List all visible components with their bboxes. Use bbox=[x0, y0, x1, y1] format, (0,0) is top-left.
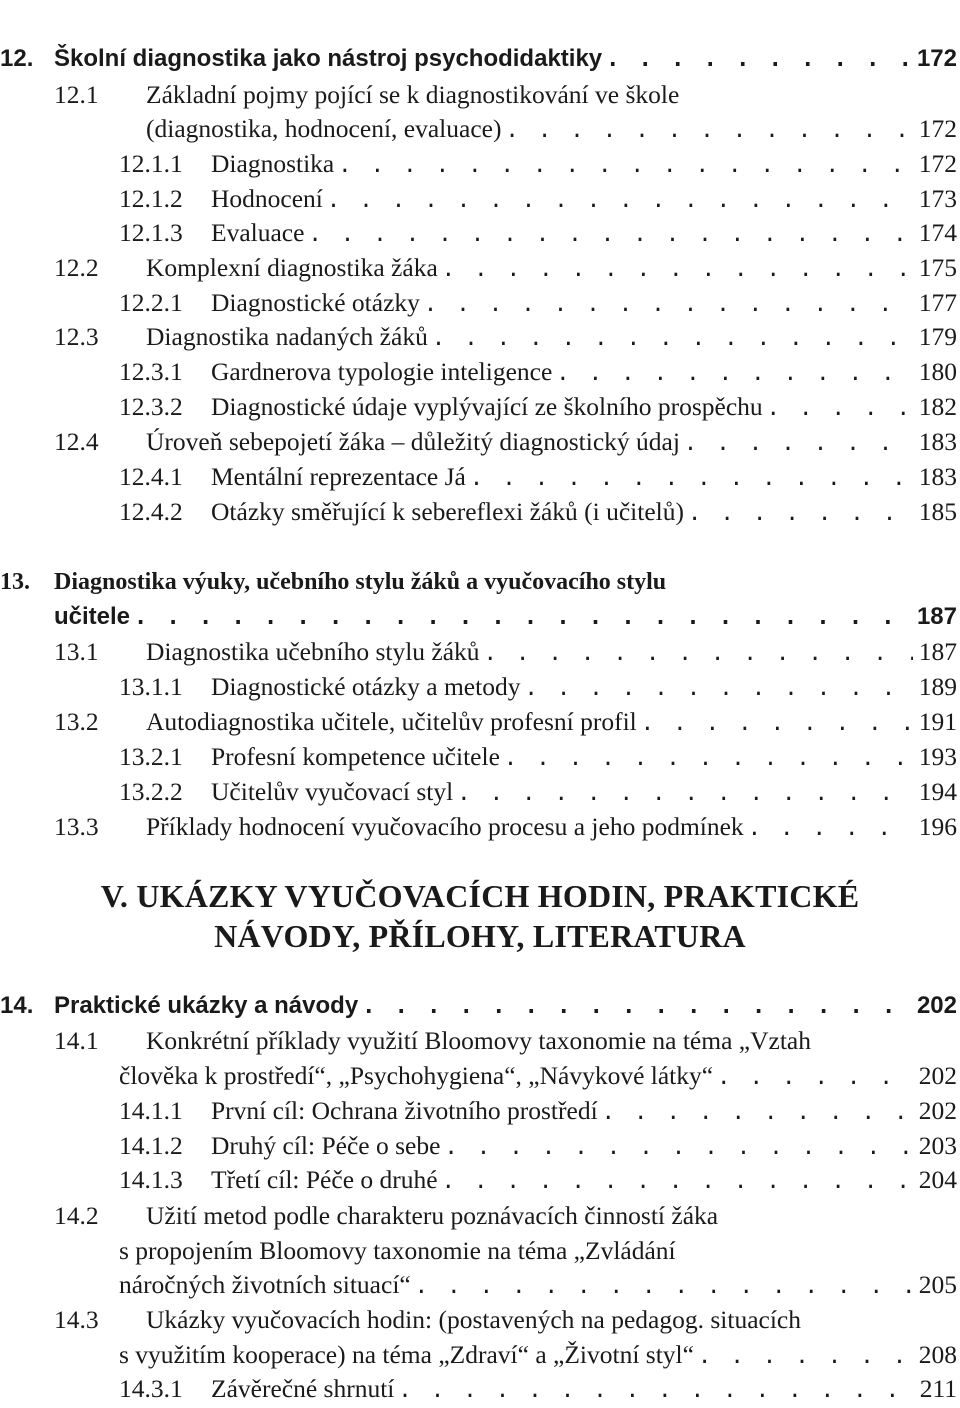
section-title: Příklady hodnocení vyučovacího procesu a jeho podmínek bbox=[146, 812, 744, 841]
chapter-number: 13. bbox=[0, 569, 30, 595]
chapter-title: Diagnostika výuky, učebního stylu žáků a vyučovacího stylu bbox=[54, 569, 667, 595]
section-title: Evaluace bbox=[211, 218, 305, 247]
section-title: Konkrétní příklady využití Bloomovy taxonomie na téma „Vztah bbox=[146, 1026, 811, 1055]
section-title: Autodiagnostika učitele, učitelův profesní profil bbox=[146, 707, 637, 736]
dot-leader bbox=[767, 392, 913, 426]
page-number: 211 bbox=[919, 1374, 957, 1403]
section-number: 12.1 bbox=[54, 80, 99, 109]
page-number: 202 bbox=[916, 992, 957, 1019]
section-title: Závěrečné shrnutí bbox=[211, 1374, 395, 1403]
dot-leader bbox=[606, 43, 911, 77]
page-number: 191 bbox=[918, 707, 957, 736]
section-title: Diagnostické údaje vyplývající ze školního prospěchu bbox=[211, 392, 763, 421]
toc-entry-14-1-3[interactable] bbox=[0, 1163, 957, 1197]
section-number: 12.3 bbox=[54, 322, 99, 351]
section-number: 12.1.1 bbox=[119, 149, 183, 178]
toc-entry-14-1[interactable] bbox=[0, 1059, 957, 1093]
section-title-cont: s propojením Bloomovy taxonomie na téma „Zvládání bbox=[119, 1236, 676, 1265]
dot-leader bbox=[432, 322, 913, 356]
toc-entry-12-1-line1[interactable] bbox=[54, 78, 679, 112]
dot-leader bbox=[470, 462, 913, 496]
section-number: 14.2 bbox=[54, 1201, 99, 1230]
toc-entry-13-1-1[interactable] bbox=[0, 670, 957, 704]
page-number: 175 bbox=[918, 253, 957, 282]
page-number: 173 bbox=[918, 184, 957, 213]
page-number: 183 bbox=[918, 462, 957, 491]
page-number: 172 bbox=[918, 149, 957, 178]
dot-leader bbox=[698, 1340, 913, 1374]
page-number: 189 bbox=[918, 672, 957, 701]
dot-leader bbox=[457, 777, 913, 811]
toc-entry-12-1-1[interactable] bbox=[0, 147, 957, 181]
section-number: 14.1 bbox=[54, 1026, 99, 1055]
toc-entry-13-1[interactable] bbox=[0, 635, 957, 669]
section-title: Profesní kompetence učitele bbox=[211, 742, 500, 771]
section-number: 12.4.2 bbox=[119, 497, 183, 526]
section-title: Komplexní diagnostika žáka bbox=[146, 253, 438, 282]
chapter-title: Praktické ukázky a návody bbox=[54, 992, 359, 1019]
page-number: 183 bbox=[918, 427, 957, 456]
toc-entry-12-3[interactable] bbox=[0, 320, 957, 354]
section-title-cont: (diagnostika, hodnocení, evaluace) bbox=[146, 114, 502, 143]
toc-entry-12-2-1[interactable] bbox=[0, 286, 957, 320]
section-title-cont: s využitím kooperace) na téma „Zdraví“ a „Životní styl“ bbox=[119, 1340, 694, 1369]
section-title: Základní pojmy pojící se k diagnostikování ve škole bbox=[146, 80, 680, 109]
toc-entry-12-4-2[interactable] bbox=[0, 495, 957, 529]
dot-leader bbox=[556, 357, 912, 391]
page-number: 193 bbox=[918, 742, 957, 771]
section-number: 13.3 bbox=[54, 812, 99, 841]
section-title: Ukázky vyučovacích hodin: (postavených na pedagog. situacích bbox=[146, 1305, 801, 1334]
dot-leader bbox=[641, 707, 913, 741]
dot-leader bbox=[362, 990, 911, 1024]
section-title-cont: náročných životních situací“ bbox=[119, 1270, 411, 1299]
toc-entry-14-3[interactable] bbox=[0, 1338, 957, 1372]
section-title: Diagnostické otázky bbox=[211, 288, 420, 317]
toc-entry-12-4-1[interactable] bbox=[0, 460, 957, 494]
section-title: První cíl: Ochrana životního prostředí bbox=[211, 1096, 598, 1125]
dot-leader bbox=[444, 1131, 912, 1165]
section-number: 14.3.1 bbox=[119, 1374, 183, 1403]
page-number: 194 bbox=[918, 777, 957, 806]
chapter-title: Školní diagnostika jako nástroj psychodidaktiky bbox=[54, 45, 603, 72]
toc-entry-12-1-2[interactable] bbox=[0, 182, 957, 216]
section-number: 13.2.2 bbox=[119, 777, 183, 806]
dot-leader bbox=[424, 288, 913, 322]
toc-chapter-13[interactable] bbox=[0, 600, 957, 634]
section-number: 12.4 bbox=[54, 427, 99, 456]
toc-entry-13-2-1[interactable] bbox=[0, 740, 957, 774]
dot-leader bbox=[415, 1270, 913, 1304]
dot-leader bbox=[524, 672, 912, 706]
page-number: 187 bbox=[916, 603, 957, 630]
dot-leader bbox=[484, 637, 913, 671]
section-number: 14.3 bbox=[54, 1305, 99, 1334]
page-number: 196 bbox=[918, 812, 957, 841]
dot-leader bbox=[748, 812, 913, 846]
toc-chapter-13-line1[interactable] bbox=[0, 565, 666, 599]
section-number: 13.2 bbox=[54, 707, 99, 736]
dot-leader bbox=[684, 427, 913, 461]
toc-entry-12-1-3[interactable] bbox=[0, 216, 957, 250]
toc-chapter-12[interactable] bbox=[0, 42, 957, 76]
section-number: 12.4.1 bbox=[119, 462, 183, 491]
section-title: Učitelův vyučovací styl bbox=[211, 777, 454, 806]
page-number: 172 bbox=[918, 114, 957, 143]
toc-entry-14-1-1[interactable] bbox=[0, 1094, 957, 1128]
toc-entry-12-1[interactable] bbox=[0, 112, 957, 146]
dot-leader bbox=[338, 149, 913, 183]
page-number: 204 bbox=[918, 1165, 957, 1194]
section-number: 14.1.3 bbox=[119, 1165, 183, 1194]
section-title: Gardnerova typologie inteligence bbox=[211, 357, 553, 386]
section-title-cont: člověka k prostředí“, „Psychohygiena“, „Návykové látky“ bbox=[119, 1061, 714, 1090]
toc-entry-13-2-2[interactable] bbox=[0, 775, 957, 809]
dot-leader bbox=[308, 218, 912, 252]
section-number: 12.1.3 bbox=[119, 218, 183, 247]
section-number: 12.3.2 bbox=[119, 392, 183, 421]
page-number: 208 bbox=[918, 1340, 957, 1369]
section-title: Druhý cíl: Péče o sebe bbox=[211, 1131, 441, 1160]
page-number: 180 bbox=[918, 357, 957, 386]
section-title: Užití metod podle charakteru poznávacích činností žáka bbox=[146, 1201, 719, 1230]
page-number: 177 bbox=[918, 288, 957, 317]
dot-leader bbox=[602, 1096, 913, 1130]
toc-entry-14-3-1[interactable] bbox=[0, 1372, 957, 1406]
section-number: 12.1.2 bbox=[119, 184, 183, 213]
section-title: Mentální reprezentace Já bbox=[211, 462, 466, 491]
dot-leader bbox=[717, 1061, 913, 1095]
dot-leader bbox=[134, 601, 911, 635]
section-number: 12.2.1 bbox=[119, 288, 183, 317]
toc-entry-14-3-line1[interactable] bbox=[54, 1303, 801, 1337]
page-number: 182 bbox=[918, 392, 957, 421]
toc-entry-14-1-2[interactable] bbox=[0, 1129, 957, 1163]
toc-entry-13-3[interactable] bbox=[0, 810, 957, 844]
page-number: 187 bbox=[918, 637, 957, 666]
dot-leader bbox=[688, 497, 913, 531]
section-title: Otázky směřující k sebereflexi žáků (i učitelů) bbox=[211, 497, 684, 526]
section-number: 12.3.1 bbox=[119, 357, 183, 386]
section-title: Diagnostické otázky a metody bbox=[211, 672, 521, 701]
section-title: Úroveň sebepojetí žáka – důležitý diagnostický údaj bbox=[146, 427, 680, 456]
toc-chapter-14[interactable] bbox=[0, 989, 957, 1023]
dot-leader bbox=[505, 114, 912, 148]
chapter-number: 14. bbox=[0, 992, 34, 1019]
toc-entry-13-2[interactable] bbox=[0, 705, 957, 739]
toc-entry-14-2[interactable] bbox=[0, 1268, 957, 1302]
dot-leader bbox=[398, 1374, 913, 1408]
section-number: 13.2.1 bbox=[119, 742, 183, 771]
page-number: 174 bbox=[918, 218, 957, 247]
toc-entry-12-3-1[interactable] bbox=[0, 355, 957, 389]
toc-entry-12-2[interactable] bbox=[0, 251, 957, 285]
section-title: Diagnostika nadaných žáků bbox=[146, 322, 428, 351]
toc-entry-12-4[interactable] bbox=[0, 425, 957, 459]
toc-entry-14-2-line1[interactable] bbox=[54, 1199, 718, 1233]
part-heading-line1: V. UKÁZKY VYUČOVACÍCH HODIN, PRAKTICKÉ bbox=[100, 878, 860, 914]
page-number: 202 bbox=[918, 1061, 957, 1090]
page-number: 203 bbox=[918, 1131, 957, 1160]
page-number: 179 bbox=[918, 322, 957, 351]
section-number: 14.1.1 bbox=[119, 1096, 183, 1125]
page-number: 185 bbox=[918, 497, 957, 526]
part-heading-line2: NÁVODY, PŘÍLOHY, LITERATURA bbox=[214, 918, 746, 954]
page-number: 172 bbox=[916, 45, 957, 72]
dot-leader bbox=[442, 1165, 913, 1199]
section-number: 14.1.2 bbox=[119, 1131, 183, 1160]
section-title: Hodnocení bbox=[211, 184, 323, 213]
toc-entry-12-3-2[interactable] bbox=[0, 390, 957, 424]
dot-leader bbox=[442, 253, 913, 287]
section-title: Diagnostika bbox=[211, 149, 335, 178]
dot-leader bbox=[327, 184, 913, 218]
chapter-number: 12. bbox=[0, 45, 34, 72]
section-number: 12.2 bbox=[54, 253, 99, 282]
dot-leader bbox=[504, 742, 913, 776]
section-title: Diagnostika učebního stylu žáků bbox=[146, 637, 480, 666]
section-number: 13.1.1 bbox=[119, 672, 183, 701]
page-number: 205 bbox=[918, 1270, 957, 1299]
page-number: 202 bbox=[918, 1096, 957, 1125]
toc-entry-14-1-line1[interactable] bbox=[54, 1024, 811, 1058]
chapter-title-cont: učitele bbox=[54, 603, 131, 630]
section-title: Třetí cíl: Péče o druhé bbox=[211, 1165, 438, 1194]
section-number: 13.1 bbox=[54, 637, 99, 666]
